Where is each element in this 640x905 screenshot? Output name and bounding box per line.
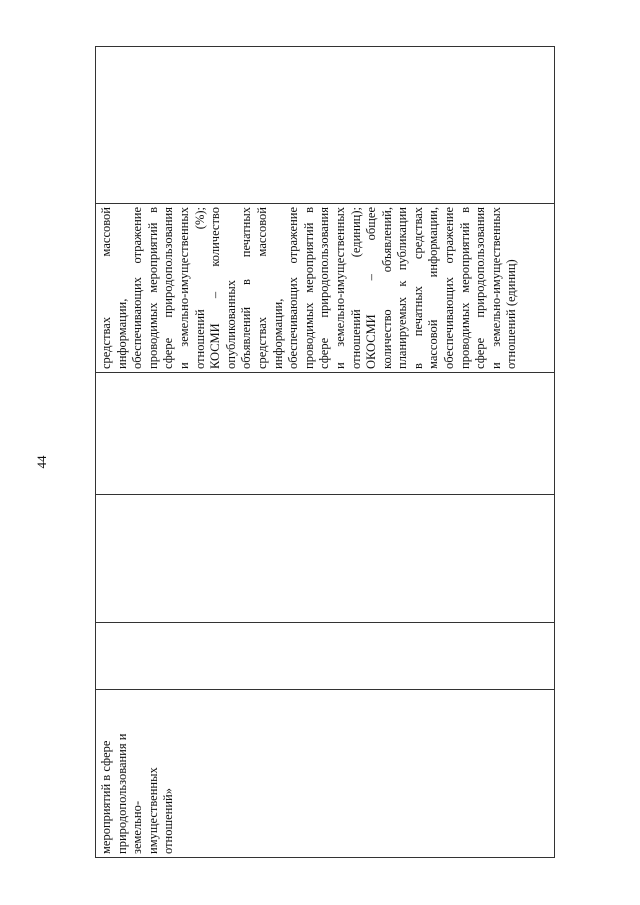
text-line: средствах массовой [254, 207, 269, 369]
page-number: 44 [34, 455, 49, 469]
text-line: отношений (единиц); [348, 207, 363, 369]
text-line: информации, [270, 298, 285, 369]
text-line: природопользования и [114, 733, 129, 854]
text-line: опубликованных [223, 279, 238, 369]
rotated-page [95, 47, 555, 858]
event-name-text [96, 690, 177, 857]
text-line: планируемых к публикации [395, 207, 410, 369]
text-line: мероприятий в сфере [99, 740, 113, 854]
rotated-content [95, 47, 555, 858]
text-line: отношений» [161, 788, 176, 854]
table-cell-description [96, 204, 555, 373]
text-line: и земельно-имущественных [332, 207, 347, 369]
text-line: количество объявлений, [379, 207, 394, 369]
text-line: КОСМИ – количество [208, 207, 223, 369]
table-cell-empty [96, 623, 555, 690]
text-line: отношений (%); [192, 207, 207, 369]
text-line: проводимых мероприятий в [457, 207, 472, 369]
text-line: проводимых мероприятий в [301, 207, 316, 369]
text-line: информации, [114, 298, 129, 369]
text-line: обеспечивающих отражение [130, 207, 145, 369]
text-line: обеспечивающих отражение [442, 207, 457, 369]
text-line: имущественных [145, 767, 160, 854]
text-line: и земельно-имущественных [176, 207, 191, 369]
text-line: и земельно-имущественных [488, 207, 503, 369]
table-cell-empty [96, 373, 555, 495]
text-line: в печатных средствах [410, 207, 425, 369]
indicator-description-text [96, 204, 520, 372]
table-cell-empty [96, 47, 555, 204]
text-line: проводимых мероприятий в [145, 207, 160, 369]
text-line: объявлений в печатных [239, 207, 254, 369]
table-cell-empty [96, 495, 555, 623]
indicator-table [95, 46, 555, 858]
text-line: средствах массовой [99, 207, 113, 369]
table-row [96, 47, 555, 858]
text-line: сфере природопользования [161, 207, 176, 369]
text-line: обеспечивающих отражение [286, 207, 301, 369]
table-cell-event-name [96, 690, 555, 858]
text-line: ОКОСМИ – общее [364, 207, 379, 369]
text-line: отношений (единиц) [504, 259, 519, 369]
text-line: земельно- [130, 801, 145, 854]
text-line: сфере природопользования [473, 207, 488, 369]
text-line: сфере природопользования [317, 207, 332, 369]
text-line: массовой информации, [426, 207, 441, 369]
